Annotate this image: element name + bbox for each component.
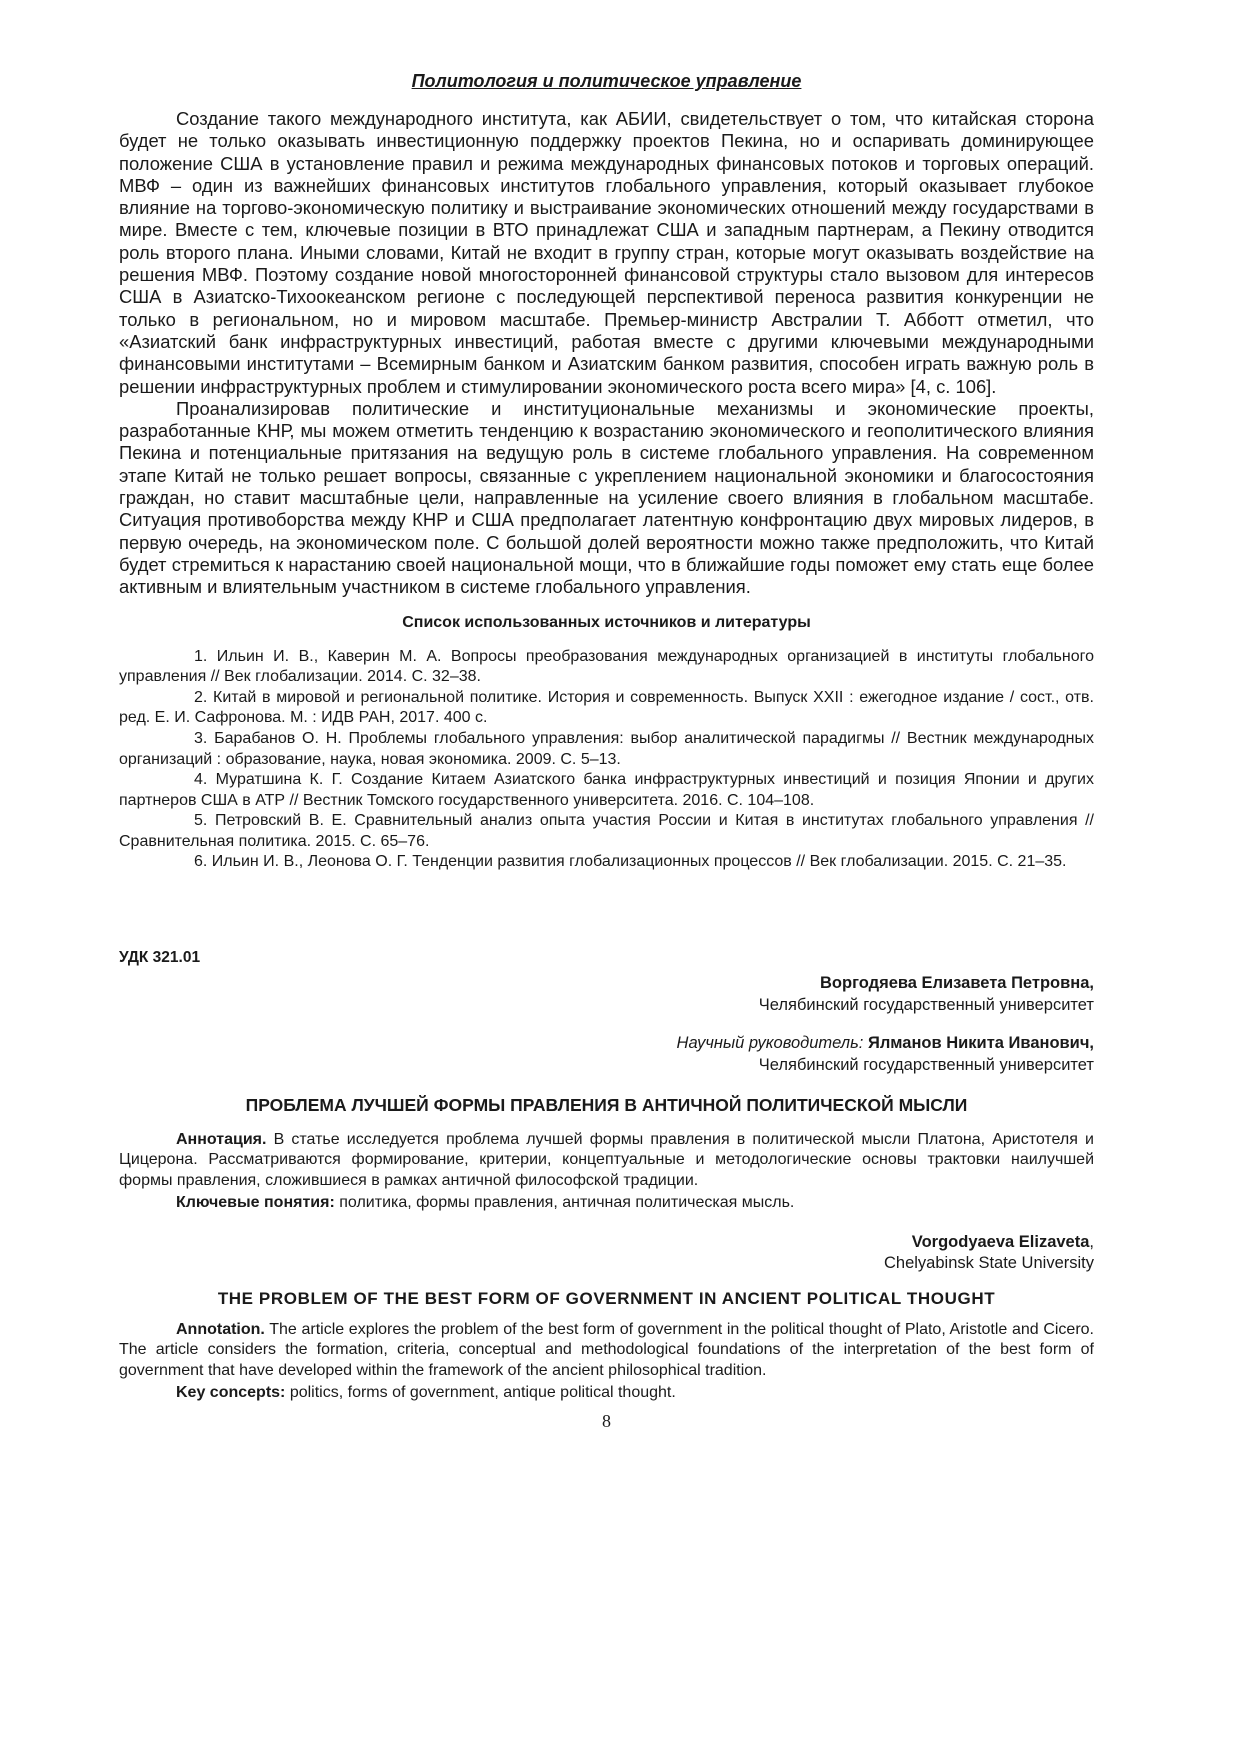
body-text [119, 108, 1094, 599]
author-block [119, 972, 1094, 1016]
abstract-paragraph-en [119, 1320, 1094, 1381]
keywords-text: политика, формы правления, античная политическая мысль. [339, 1194, 795, 1212]
article-title-en: THE PROBLEM OF THE BEST FORM OF GOVERNMENT IN ANCIENT POLITICAL THOUGHT [217, 1288, 996, 1308]
document-page [119, 70, 1094, 1431]
supervisor-block [119, 1032, 1094, 1076]
abstract-paragraph [119, 1130, 1094, 1191]
abstract-label: Аннотация. [176, 1131, 267, 1149]
author-affiliation-en: Chelyabinsk State University [883, 1253, 1094, 1272]
reference-item: 2. Китай в мировой и региональной политике. История и современность. Выпуск XXII : ежегодное издание / сост., отв. ред. Е. И. Сафронова. М. : ИДВ РАН, 2017. 400 с. [119, 688, 1094, 727]
reference-item: 3. Барабанов О. Н. Проблемы глобального управления: выбор аналитической парадигмы // Вестник международных организаций : образование, наука, новая экономика. 2009. С. 5–13. [119, 729, 1094, 768]
author-affiliation: Челябинский государственный университет [758, 996, 1094, 1015]
running-head: Политология и политическое управление [411, 71, 802, 91]
body-paragraph: Создание такого международного института, как АБИИ, свидетельствует о том, что китайская сторона будет не только оказывать инвестиционную поддержку проектов Пекина, но и оспаривать доминирующее положение США в установление правил и режима международных финансовых потоков и торговых операций. МВФ – один из важнейших финансовых институтов глобального управления, который оказывает глубокое влияние на торгово-экономическую политику и выстраивание экономических отношений между государствами в мире. Вместе с тем, ключевые позиции в ВТО принадлежат США и западным партнерам, а Пекину отводится роль второго плана. Иными словами, Китай не входит в группу стран, которые могут оказывать воздействие на решения МВФ. Поэтому создание новой многосторонней финансовой структуры стало вызовом для интересов США в Азиатско-Тихоокеанском регионе с последующей перспективой переноса развития конкуренции не только в региональном, но и мировом масштабе. Премьер-министр Австралии Т. Абботт отметил, что «Азиатский банк инфраструктурных инвестиций, работая вместе с другими ключевыми международными финансовыми институтами – Всемирным банком и Азиатским банком развития, способен играть важную роль в решении инфраструктурных проблем и стимулировании экономического роста всего мира» [4, с. 106]. [119, 108, 1094, 397]
supervisor-label: Научный руководитель: [676, 1034, 864, 1053]
abstract-text-en: The article explores the problem of the best form of government in the political thought of Plato, Aristotle and Cicero. The article considers the formation, criteria, conceptual and methodological foundations of the interpretation of the best form of government that have developed within the framework of the ancient philosophical tradition. [119, 1320, 1095, 1379]
reference-item: 5. Петровский В. Е. Сравнительный анализ опыта участия России и Китая в институтах глобального управления // Сравнительная политика. 2015. С. 65–76. [119, 812, 1094, 850]
supervisor-affiliation: Челябинский государственный университет [758, 1056, 1094, 1075]
author-name-comma: , [1089, 1232, 1094, 1251]
body-paragraph: Проанализировав политические и институциональные механизмы и экономические проекты, разработанные КНР, мы можем отметить тенденцию к возрастанию экономического и геополитического влияния Пекина и потенциальные притязания на ведущую роль в системе глобального управления. На современном этапе Китай не только решает вопросы, связанные с укреплением национальной экономики и благосостояния граждан, но ставит масштабные цели, направленные на усиление своего влияния в глобальном масштабе. Ситуация противоборства между КНР и США предполагает латентную конфронтацию двух мировых лидеров, в первую очередь, на экономическом поле. С большой долей вероятности можно также предположить, что Китай будет стремиться к нарастанию своей национальной мощи, что в ближайшие годы поможет ему стать еще более активным и влиятельным участником в системе глобального управления. [119, 397, 1094, 598]
reference-item: 4. Муратшина К. Г. Создание Китаем Азиатского банка инфраструктурных инвестиций и позиция Японии и других партнеров США в АТР // Вестник Томского государственного университета. 2016. С. 104–108. [119, 771, 1094, 809]
page-number: 8 [602, 1411, 611, 1432]
abstract-text: В статье исследуется проблема лучшей формы правления в политической мысли Платона, Аристотеля и Цицерона. Рассматриваются формирование, критерии, концептуальные и методологические основы трактовки наилучшей формы правления, сложившиеся в рамках античной философской традиции. [119, 1131, 1094, 1189]
abstract-en [119, 1320, 1094, 1404]
reference-item: 6. Ильин И. В., Леонова О. Г. Тенденции развития глобализационных процессов // Век глобализации. 2015. С. 21–35. [194, 853, 1067, 871]
keywords-label-en: Key concepts: [176, 1383, 286, 1401]
keywords-paragraph [119, 1193, 1094, 1213]
supervisor-name: Ялманов Никита Иванович, [867, 1034, 1094, 1053]
article-title-ru: ПРОБЛЕМА ЛУЧШЕЙ ФОРМЫ ПРАВЛЕНИЯ В АНТИЧНОЙ ПОЛИТИЧЕСКОЙ МЫСЛИ [245, 1095, 968, 1116]
references-list [119, 647, 1094, 874]
author-block-en [119, 1232, 1094, 1274]
udk-code: УДК 321.01 [119, 949, 201, 967]
abstract-label-en: Annotation. [176, 1320, 265, 1338]
keywords-text-en: politics, forms of government, antique political thought. [289, 1383, 676, 1401]
keywords-label: Ключевые понятия: [176, 1194, 335, 1212]
keywords-paragraph-en [119, 1383, 1094, 1403]
author-name-en: Vorgodyaeva Elizaveta [911, 1232, 1090, 1251]
abstract-ru [119, 1130, 1094, 1214]
references-title: Список использованных источников и литературы [402, 613, 811, 631]
reference-item: 1. Ильин И. В., Каверин М. А. Вопросы преобразования международных организацией в институты глобального управления // Век глобализации. 2014. С. 32–38. [119, 647, 1094, 686]
author-name: Воргодяева Елизавета Петровна, [820, 974, 1094, 993]
